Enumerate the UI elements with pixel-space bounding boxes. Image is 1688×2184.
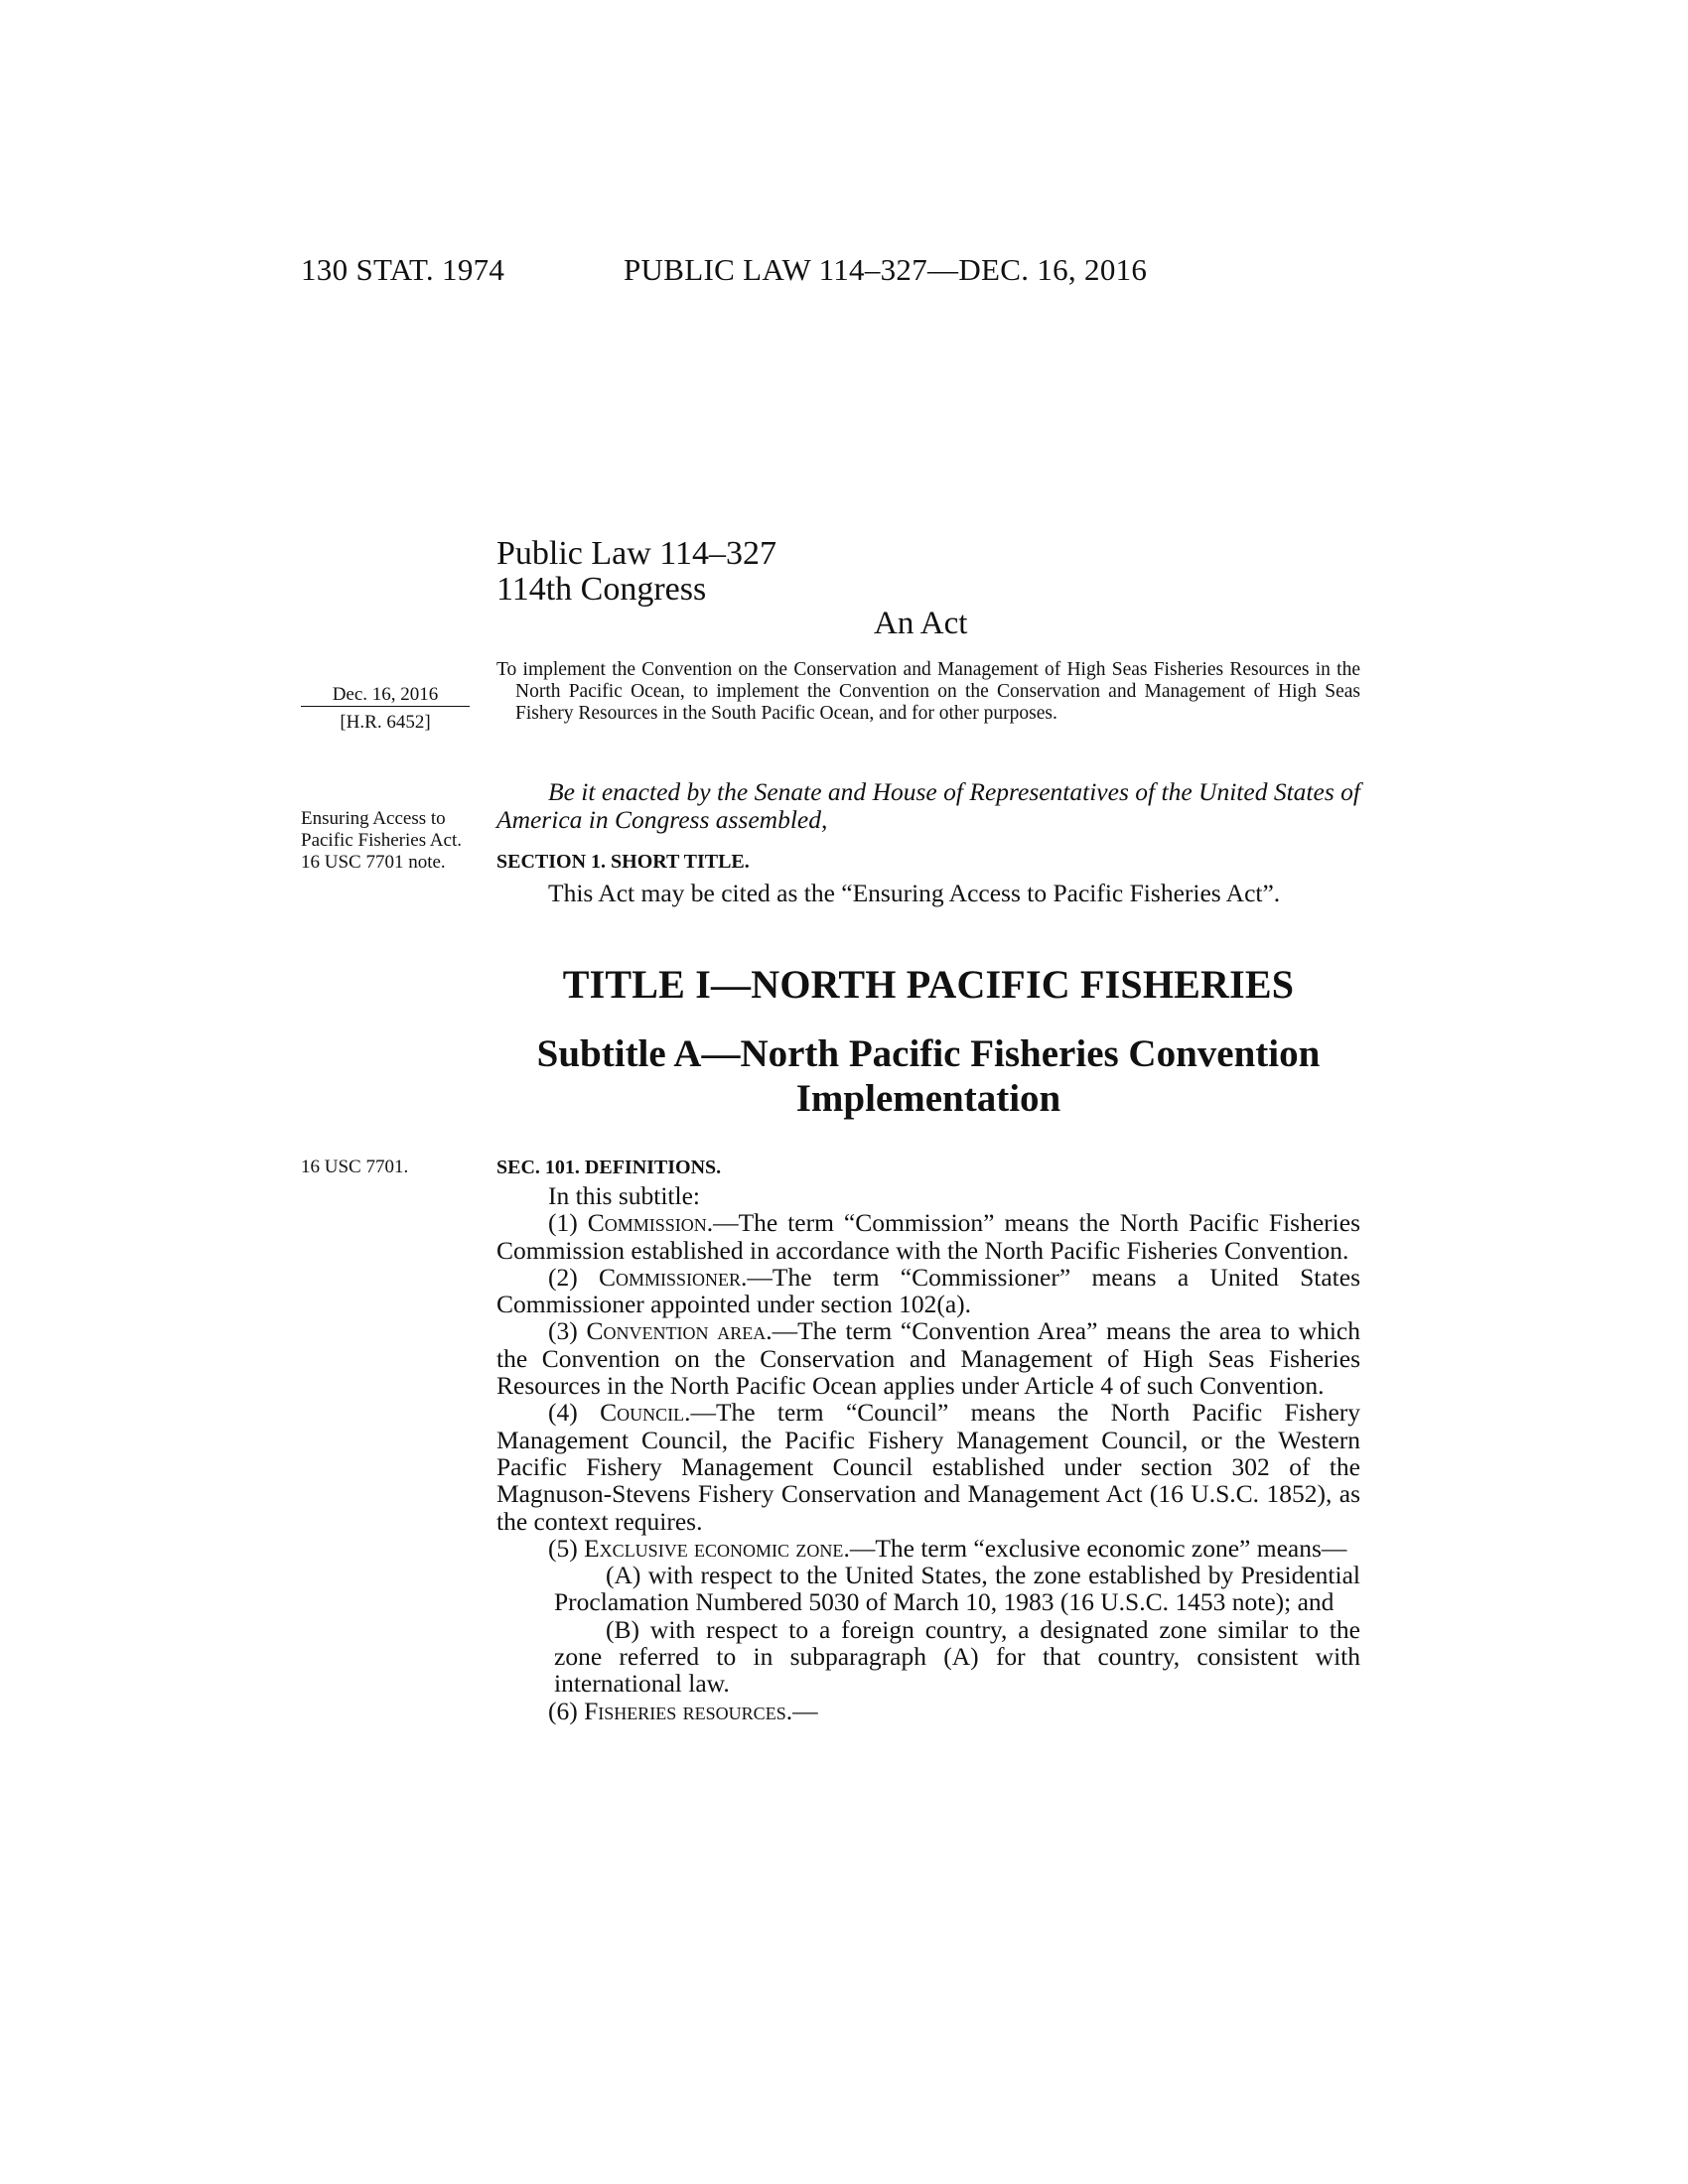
definition-paragraph: (3) Convention area.—The term “Convention Area” means the area to which the Convention on the Conservation and Management of High Seas Fisheries Resources in the North Pacific Ocean applies under Article 4 of such Convention. xyxy=(496,1316,1360,1401)
margin-divider xyxy=(301,706,470,707)
section-101-heading: SEC. 101. DEFINITIONS. xyxy=(496,1157,722,1178)
subparagraph: (A) with respect to the United States, the zone established by Presidential Proclamation Numbered 5030 of March 10, 1983 (16 U.S.C. 1453 note); and xyxy=(554,1561,1361,1617)
definition-term: Exclusive economic zone xyxy=(584,1533,844,1563)
definition-term: Fisheries resources xyxy=(584,1696,786,1725)
margin-note-date: Dec. 16, 2016 xyxy=(332,684,439,705)
subparagraph: (B) with respect to a foreign country, a designated zone similar to the zone referred to in subparagraph (A) for that country, consistent with international law. xyxy=(554,1614,1360,1699)
definition-term: Convention area xyxy=(586,1316,767,1346)
law-number: Public Law 114–327 xyxy=(496,535,777,572)
definition-paragraph: (2) Commissioner.—The term “Commissioner” means a United States Commissioner appointed under section 102(a). xyxy=(496,1262,1361,1319)
definition-term: Council xyxy=(600,1398,685,1428)
enacting-clause: Be it enacted by the Senate and House of Representatives of the United States of America in Congress assembled, xyxy=(496,777,1360,834)
purpose-clause: To implement the Convention on the Conservation and Management of High Seas Fisheries Resources in the North Pacific Ocean, to implement the Convention on the Conservation and Management of High Seas Fishery Resources in the South Pacific Ocean, and for other purposes. xyxy=(496,659,1360,724)
act-heading: An Act xyxy=(874,606,968,641)
definition-term: Commissioner xyxy=(599,1262,742,1292)
running-header: PUBLIC LAW 114–327—DEC. 16, 2016 xyxy=(624,252,1148,287)
margin-note-usc: 16 USC 7701. xyxy=(301,1157,409,1177)
congress-label: 114th Congress xyxy=(496,571,707,608)
definition-paragraph: (6) Fisheries resources.— xyxy=(548,1696,818,1725)
title-heading: TITLE I—NORTH PACIFIC FISHERIES xyxy=(562,962,1295,1007)
definitions-intro: In this subtitle: xyxy=(548,1181,700,1210)
section-1-text: This Act may be cited as the “Ensuring Access to Pacific Fisheries Act”. xyxy=(548,879,1281,907)
definition-paragraph: (1) Commission.—The term “Commission” means the North Pacific Fisheries Commission established in accordance with the North Pacific Fisheries Convention. xyxy=(496,1208,1360,1265)
margin-note-bill: [H.R. 6452] xyxy=(340,712,431,733)
definitions-body xyxy=(496,1182,1360,1724)
definition-paragraph: (5) Exclusive economic zone.—The term “exclusive economic zone” means— xyxy=(548,1533,1347,1563)
definition-paragraph: (4) Council.—The term “Council” means the North Pacific Fishery Management Council, the Pacific Fishery Management Council, or the Western Pacific Fishery Management Council established under section 302 of the Magnuson-Stevens Fishery Conservation and Management Act (16 U.S.C. 1852), as the context requires. xyxy=(496,1398,1361,1536)
margin-note-short-title: Ensuring Access to Pacific Fisheries Act. 16 USC 7701 note. xyxy=(301,808,462,873)
subtitle-heading: Subtitle A—North Pacific Fisheries Convention Implementation xyxy=(536,1032,1321,1120)
section-1-heading: SECTION 1. SHORT TITLE. xyxy=(496,851,750,873)
page-reference: 130 STAT. 1974 xyxy=(301,252,505,287)
definition-term: Commission xyxy=(587,1208,707,1238)
